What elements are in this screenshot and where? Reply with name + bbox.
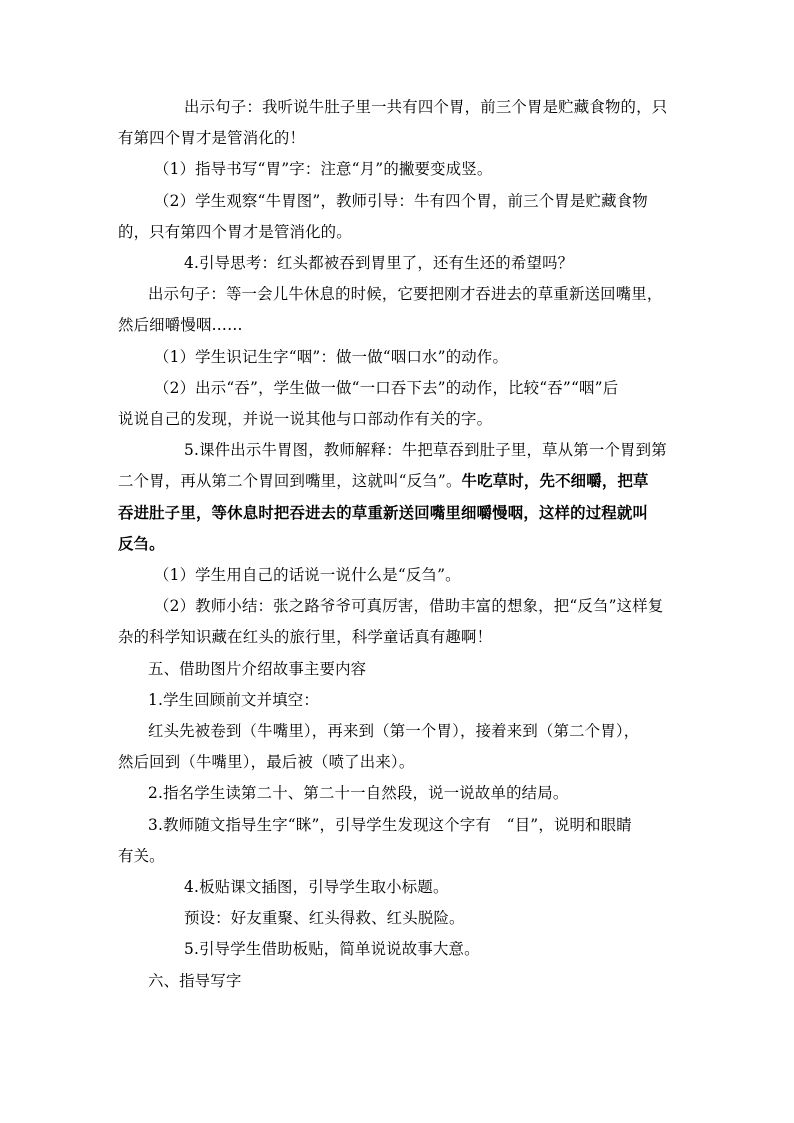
paragraph-continuation	[118, 404, 684, 435]
paragraph-review-fill	[118, 685, 684, 716]
document-body	[118, 92, 684, 997]
paragraph-continuation	[118, 622, 684, 653]
text-line: 出示句子：我听说牛肚子里一共有四个胃，前三个胃是贮藏食物的，只	[184, 98, 668, 116]
text-line: 出示句子：等一会儿牛休息的时候，它要把刚才吞进去的草重新送回嘴里，	[148, 285, 663, 304]
paragraph-teach-mi	[118, 810, 684, 841]
text-line: 有关。	[118, 846, 165, 865]
paragraph-continuation	[118, 123, 684, 154]
text-line: （2）学生观察“牛胃图”，教师引导：牛有四个胃，前三个胃是贮藏食物	[154, 191, 648, 210]
text-line: 3.教师随文指导生字“眯”，引导学生发现这个字有 “目”，说明和眼睛	[148, 815, 632, 834]
text-line: （1）学生用自己的话说一说什么是“反刍”。	[154, 566, 461, 585]
paragraph-fill-answers	[118, 716, 684, 747]
text-line: （1）指导书写“胃”字：注意“月”的撇要变成竖。	[154, 160, 493, 179]
text-line: 然后细嚼慢咽……	[118, 316, 243, 335]
section-heading-five	[118, 654, 684, 685]
paragraph-teacher-summary	[118, 591, 684, 622]
text-line: 然后回到（牛嘴里），最后被（喷了出来）。	[118, 753, 415, 772]
paragraph-board-illustration	[118, 872, 684, 903]
paragraph-continuation	[118, 747, 684, 778]
text-line: 说说自己的发现，并说一说其他与口部动作有关的字。	[118, 410, 493, 429]
bold-text-line: 吞进肚子里，等休息时把吞进去的草重新送回嘴里细嚼慢咽，这样的过程就叫	[118, 503, 649, 522]
paragraph-read-ending	[118, 778, 684, 809]
paragraph-continuation	[118, 841, 684, 872]
paragraph-show-sentence-cow	[118, 279, 684, 310]
text-line: 4.板贴课文插图，引导学生取小标题。	[184, 878, 449, 897]
text-line: 有第四个胃才是管消化的！	[118, 129, 306, 148]
paragraph-continuation	[118, 310, 684, 341]
bold-text-segment: 牛吃草时，先不细嚼，把草	[461, 472, 649, 491]
text-line: 预设：好友重聚、红头得救、红头脱险。	[184, 909, 465, 928]
paragraph-preset-titles	[118, 903, 684, 934]
text-line: 5.引导学生借助板贴，简单说说故事大意。	[184, 940, 480, 959]
text-line: 杂的科学知识藏在红头的旅行里，科学童话真有趣啊！	[118, 628, 493, 647]
paragraph-continuation	[118, 217, 684, 248]
paragraph-write-wei	[118, 154, 684, 185]
bold-text-line: 反刍。	[118, 534, 165, 553]
paragraph-guide-think	[118, 248, 684, 279]
paragraph-observe-stomach	[118, 186, 684, 217]
text-line: 2.指名学生读第二十、第二十一自然段，说一说故单的结局。	[148, 784, 569, 803]
paragraph-learn-yan	[118, 342, 684, 373]
text-segment: 二个胃，再从第二个胃回到嘴里，这就叫“反刍”。	[118, 472, 462, 491]
text-line: 的，只有第四个胃才是管消化的。	[118, 222, 352, 241]
paragraph-show-sentence-stomach	[118, 92, 684, 123]
paragraph-continuation	[118, 466, 684, 497]
text-line: 1.学生回顾前文并填空：	[148, 690, 319, 709]
paragraph-compare-tun-yan	[118, 373, 684, 404]
text-line: （2）教师小结：张之路爷爷可真厉害，借助丰富的想象，把“反刍”这样复	[154, 597, 664, 616]
paragraph-continuation-bold	[118, 498, 684, 529]
text-line-mixed	[118, 466, 684, 497]
paragraph-continuation-bold	[118, 529, 684, 560]
paragraph-story-summary	[118, 934, 684, 965]
text-line: 4.引导思考：红头都被吞到胃里了，还有生还的希望吗？	[184, 254, 574, 273]
text-line: 红头先被卷到（牛嘴里），再来到（第一个胃），接着来到（第二个胃），	[148, 722, 640, 741]
text-line: 六、指导写字	[148, 971, 242, 990]
section-heading-six	[118, 966, 684, 997]
text-line: （1）学生识记生字“咽”：做一做“咽口水”的动作。	[154, 347, 509, 366]
paragraph-explain-rumination	[118, 435, 684, 466]
paragraph-students-explain	[118, 560, 684, 591]
text-line: 5.课件出示牛胃图，教师解释：牛把草吞到肚子里，草从第一个胃到第	[184, 441, 667, 460]
text-line: 五、借助图片介绍故事主要内容	[148, 659, 367, 678]
text-line: （2）出示“吞”，学生做一做“一口吞下去”的动作，比较“吞”“咽”后	[154, 378, 619, 397]
